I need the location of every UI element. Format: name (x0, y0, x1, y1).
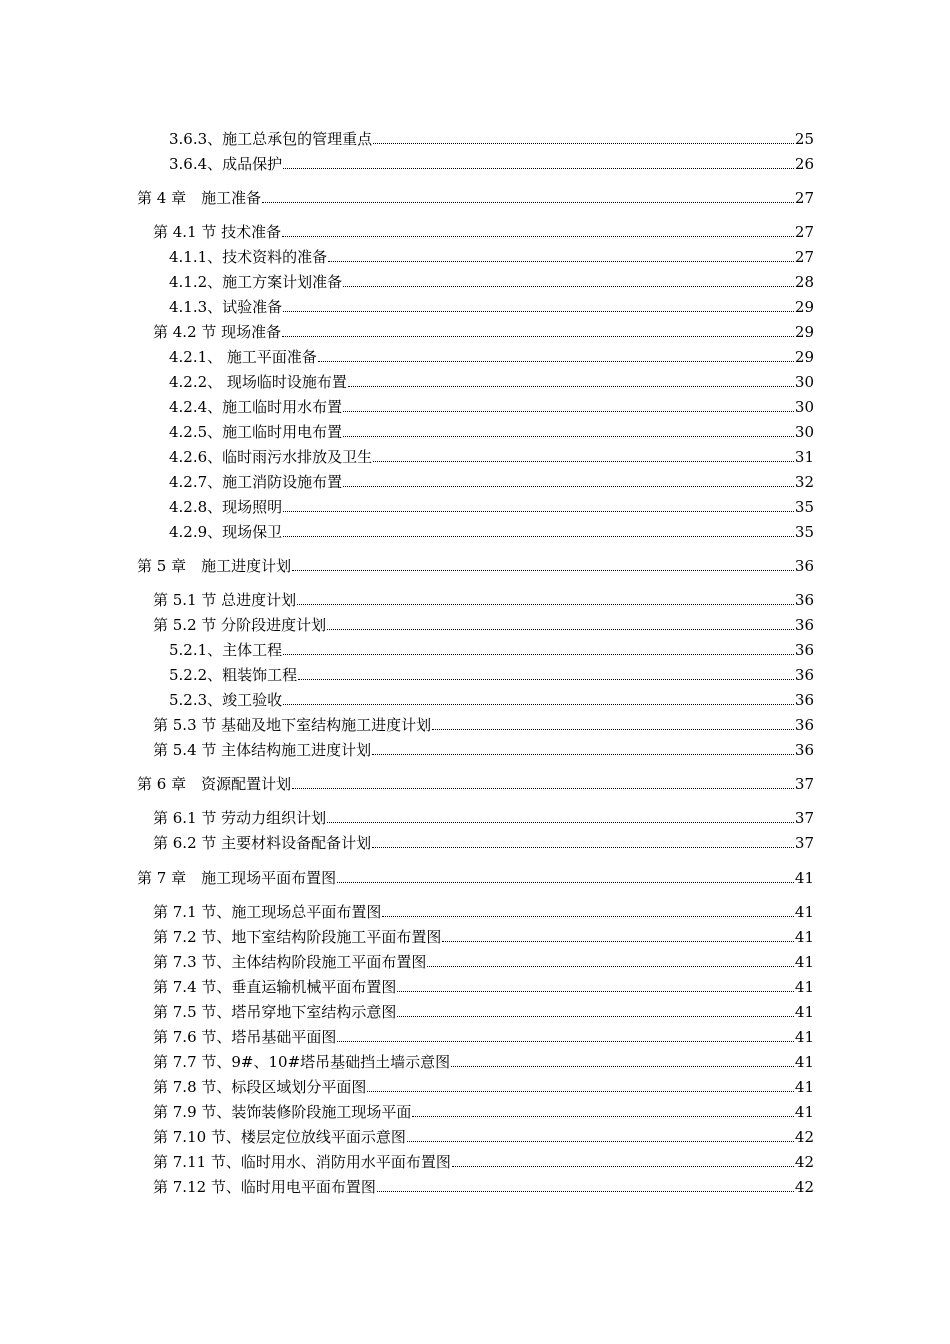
toc-entry[interactable] (169, 494, 814, 516)
toc-entry-page: 36 (794, 741, 814, 759)
toc-entry-page: 42 (794, 1128, 814, 1146)
toc-entry-page: 30 (794, 398, 814, 416)
toc-entry-title: 4.2.7、施工消防设施布置 (169, 473, 343, 491)
toc-entry-page: 31 (794, 448, 814, 466)
toc-entry-title: 3.6.3、施工总承包的管理重点 (169, 130, 373, 148)
toc-leader-dots (382, 916, 794, 917)
toc-entry-title: 第 7.11 节、临时用水、消防用水平面布置图 (153, 1153, 451, 1171)
toc-entry-title: 第 7.5 节、塔吊穿地下室结构示意图 (153, 1003, 397, 1021)
toc-leader-dots (343, 411, 794, 412)
toc-entry-page: 36 (794, 616, 814, 634)
toc-entry-page: 35 (794, 523, 814, 541)
toc-entry-title: 5.2.1、主体工程 (169, 641, 283, 659)
toc-entry-title: 第 5.1 节 总进度计划 (153, 591, 297, 609)
toc-leader-dots (283, 536, 794, 537)
toc-leader-dots (282, 236, 794, 237)
toc-entry-page: 41 (794, 1078, 814, 1096)
toc-entry-title: 5.2.2、粗装饰工程 (169, 666, 298, 684)
toc-leader-dots (337, 1041, 794, 1042)
toc-section[interactable] (153, 1074, 814, 1096)
toc-entry-page: 30 (794, 373, 814, 391)
toc-entry-page: 27 (794, 248, 814, 266)
toc-leader-dots (298, 679, 794, 680)
toc-leader-dots (343, 436, 794, 437)
toc-entry-title: 4.1.2、施工方案计划准备 (169, 273, 343, 291)
toc-leader-dots (292, 788, 794, 789)
toc-entry-page: 36 (794, 691, 814, 709)
toc-entry-title: 第 6.1 节 劳动力组织计划 (153, 809, 327, 827)
toc-section[interactable] (153, 805, 814, 827)
toc-entry-page: 41 (794, 1053, 814, 1071)
toc-entry[interactable] (169, 294, 814, 316)
toc-entry-page: 41 (794, 1103, 814, 1121)
toc-leader-dots (432, 729, 794, 730)
toc-leader-dots (262, 202, 794, 203)
toc-entry-page: 37 (794, 834, 814, 852)
toc-entry-title: 4.1.1、技术资料的准备 (169, 248, 328, 266)
toc-section[interactable] (153, 319, 814, 341)
toc-leader-dots (283, 704, 794, 705)
toc-leader-dots (327, 822, 794, 823)
toc-entry-title: 第 7.7 节、9#、10#塔吊基础挡土墙示意图 (153, 1053, 451, 1071)
toc-section[interactable] (153, 587, 814, 609)
toc-entry-title: 第 7.9 节、装饰装修阶段施工现场平面 (153, 1103, 412, 1121)
toc-entry-title: 4.2.4、施工临时用水布置 (169, 398, 343, 416)
toc-leader-dots (373, 143, 794, 144)
toc-entry-title: 第 5.2 节 分阶段进度计划 (153, 616, 327, 634)
toc-entry-title: 3.6.4、成品保护 (169, 155, 283, 173)
toc-entry-page: 41 (794, 1003, 814, 1021)
toc-section[interactable] (153, 1024, 814, 1046)
toc-entry-title: 第 5.3 节 基础及地下室结构施工进度计划 (153, 716, 432, 734)
toc-entry-page: 41 (794, 953, 814, 971)
toc-entry-title: 第 7.3 节、主体结构阶段施工平面布置图 (153, 953, 427, 971)
toc-section[interactable] (153, 737, 814, 759)
toc-entry-page: 26 (794, 155, 814, 173)
toc-entry-page: 36 (794, 641, 814, 659)
toc-leader-dots (337, 882, 794, 883)
toc-entry-page: 35 (794, 498, 814, 516)
toc-leader-dots (451, 1066, 794, 1067)
toc-entry-page: 42 (794, 1178, 814, 1196)
toc-leader-dots (372, 847, 794, 848)
toc-entry[interactable] (169, 126, 814, 148)
toc-entry[interactable] (169, 687, 814, 709)
toc-entry-title: 4.2.9、现场保卫 (169, 523, 283, 541)
toc-entry-title: 5.2.3、竣工验收 (169, 691, 283, 709)
toc-entry-title: 第 6.2 节 主要材料设备配备计划 (153, 834, 372, 852)
toc-entry-page: 25 (794, 130, 814, 148)
toc-entry-page: 36 (794, 557, 814, 575)
toc-section[interactable] (153, 949, 814, 971)
toc-entry[interactable] (169, 519, 814, 541)
toc-entry-title: 4.2.1、 施工平面准备 (169, 348, 317, 366)
toc-entry-title: 第 7 章 施工现场平面布置图 (137, 869, 337, 887)
toc-entry-title: 第 7.2 节、地下室结构阶段施工平面布置图 (153, 928, 442, 946)
toc-leader-dots (328, 261, 794, 262)
toc-leader-dots (297, 604, 794, 605)
toc-leader-dots (372, 754, 794, 755)
toc-entry-title: 第 6 章 资源配置计划 (137, 775, 292, 793)
toc-chapter[interactable] (137, 553, 814, 575)
toc-entry-title: 第 4 章 施工准备 (137, 189, 262, 207)
toc-leader-dots (397, 1016, 794, 1017)
toc-entry-page: 27 (794, 223, 814, 241)
toc-leader-dots (373, 461, 794, 462)
toc-leader-dots (377, 1191, 794, 1192)
toc-section[interactable] (153, 899, 814, 921)
toc-entry-title: 第 7.12 节、临时用电平面布置图 (153, 1178, 376, 1196)
toc-entry-page: 41 (794, 1028, 814, 1046)
toc-leader-dots (343, 486, 794, 487)
toc-leader-dots (412, 1116, 794, 1117)
toc-chapter[interactable] (137, 771, 814, 793)
toc-section[interactable] (153, 1124, 814, 1146)
toc-section[interactable] (153, 830, 814, 852)
toc-entry-title: 第 7.1 节、施工现场总平面布置图 (153, 903, 382, 921)
toc-entry-title: 4.2.6、临时雨污水排放及卫生 (169, 448, 373, 466)
toc-entry-page: 28 (794, 273, 814, 291)
toc-entry[interactable] (169, 419, 814, 441)
toc-section[interactable] (153, 1149, 814, 1171)
toc-entry-title: 4.1.3、试验准备 (169, 298, 283, 316)
toc-entry-page: 29 (794, 298, 814, 316)
toc-entry-page: 36 (794, 666, 814, 684)
toc-entry[interactable] (169, 662, 814, 684)
toc-leader-dots (442, 941, 794, 942)
toc-leader-dots (318, 361, 794, 362)
toc-entry-page: 36 (794, 591, 814, 609)
toc-section[interactable] (153, 612, 814, 634)
toc-entry-title: 第 5.4 节 主体结构施工进度计划 (153, 741, 372, 759)
toc-entry-page: 27 (794, 189, 814, 207)
toc-entry-title: 第 5 章 施工进度计划 (137, 557, 292, 575)
toc-entry[interactable] (169, 244, 814, 266)
toc-leader-dots (427, 966, 794, 967)
toc-section[interactable] (153, 712, 814, 734)
toc-leader-dots (452, 1166, 794, 1167)
toc-entry-page: 37 (794, 775, 814, 793)
toc-entry-title: 第 7.8 节、标段区域划分平面图 (153, 1078, 367, 1096)
toc-entry-title: 4.2.8、现场照明 (169, 498, 283, 516)
toc-entry[interactable] (169, 369, 814, 391)
toc-entry-page: 30 (794, 423, 814, 441)
toc-leader-dots (292, 570, 794, 571)
toc-entry[interactable] (169, 269, 814, 291)
toc-leader-dots (282, 336, 794, 337)
toc-entry[interactable] (169, 151, 814, 173)
toc-leader-dots (397, 991, 794, 992)
toc-leader-dots (348, 386, 794, 387)
toc-entry-page: 41 (794, 978, 814, 996)
toc-entry-page: 41 (794, 903, 814, 921)
toc-section[interactable] (153, 924, 814, 946)
toc-entry[interactable] (169, 394, 814, 416)
toc-chapter[interactable] (137, 865, 814, 887)
toc-entry[interactable] (169, 344, 814, 366)
toc-entry-title: 4.2.5、施工临时用电布置 (169, 423, 343, 441)
toc-entry-title: 第 7.10 节、楼层定位放线平面示意图 (153, 1128, 406, 1146)
toc-entry-page: 41 (794, 869, 814, 887)
toc-leader-dots (283, 511, 794, 512)
toc-section[interactable] (153, 999, 814, 1021)
toc-entry-title: 第 7.4 节、垂直运输机械平面布置图 (153, 978, 397, 996)
toc-leader-dots (283, 311, 794, 312)
toc-section[interactable] (153, 974, 814, 996)
toc-entry-page: 29 (794, 348, 814, 366)
toc-leader-dots (283, 654, 794, 655)
toc-entry-page: 37 (794, 809, 814, 827)
toc-section[interactable] (153, 1099, 814, 1121)
toc-entry-page: 29 (794, 323, 814, 341)
toc-entry-title: 4.2.2、 现场临时设施布置 (169, 373, 347, 391)
toc-leader-dots (407, 1141, 794, 1142)
toc-entry-title: 第 4.2 节 现场准备 (153, 323, 282, 341)
toc-section[interactable] (153, 1049, 814, 1071)
toc-entry-page: 36 (794, 716, 814, 734)
toc-chapter[interactable] (137, 185, 814, 207)
toc-entry[interactable] (169, 637, 814, 659)
toc-leader-dots (367, 1091, 794, 1092)
toc-entry[interactable] (169, 444, 814, 466)
toc-section[interactable] (153, 1174, 814, 1196)
toc-entry-page: 41 (794, 928, 814, 946)
toc-leader-dots (343, 286, 794, 287)
toc-leader-dots (283, 168, 794, 169)
toc-section[interactable] (153, 219, 814, 241)
toc-entry-title: 第 7.6 节、塔吊基础平面图 (153, 1028, 337, 1046)
toc-entry-page: 32 (794, 473, 814, 491)
toc-entry-title: 第 4.1 节 技术准备 (153, 223, 282, 241)
toc-leader-dots (327, 629, 794, 630)
toc-entry[interactable] (169, 469, 814, 491)
toc-entry-page: 42 (794, 1153, 814, 1171)
